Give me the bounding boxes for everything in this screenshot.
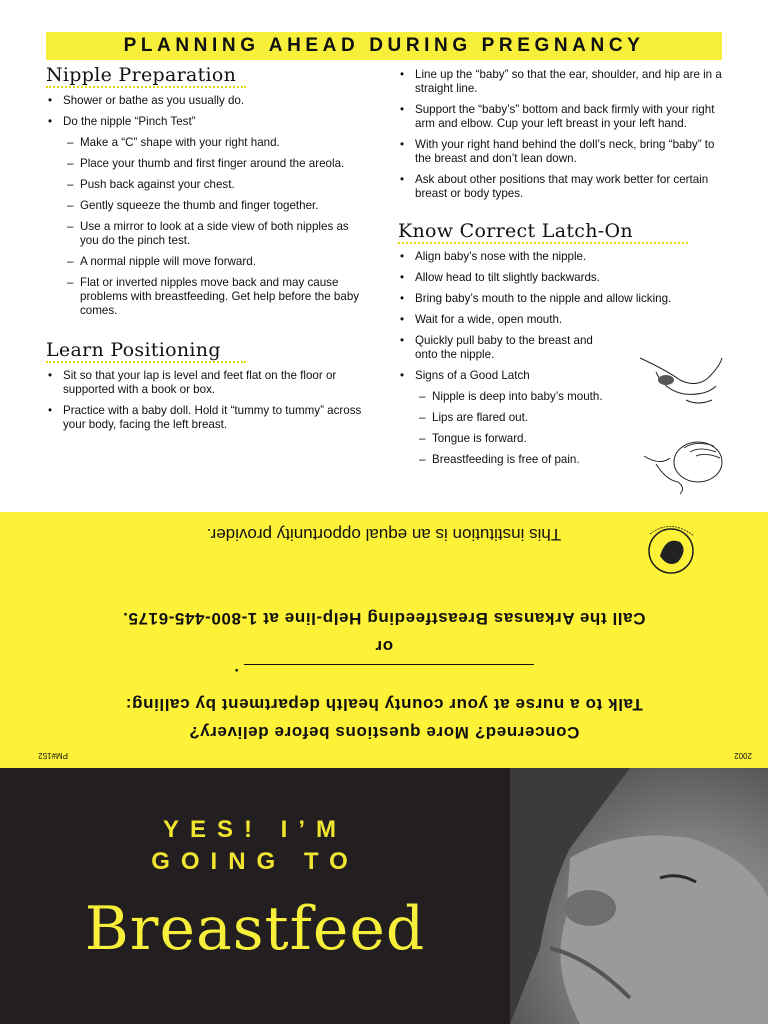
sub-item: – Lips are flared out. <box>398 411 728 425</box>
heading-underline <box>46 86 246 88</box>
learn-positioning-heading: Learn Positioning <box>46 339 221 361</box>
concerned-line: Concerned? More questions before delivery? <box>188 723 580 742</box>
bullet-item: • Support the “baby’s” bottom and back firmly with your right arm and elbow. Cup your left breast in your left hand. <box>398 103 728 131</box>
sub-item: – Make a “C” shape with your right hand. <box>46 136 364 150</box>
title-banner <box>46 32 722 60</box>
sub-item: – A normal nipple will move forward. <box>46 255 364 269</box>
latch-illustration-2 <box>636 436 728 500</box>
page-title: PLANNING AHEAD DURING PREGNANCY <box>123 35 645 56</box>
latch-on-heading: Know Correct Latch-On <box>398 220 633 242</box>
nipple-preparation-list <box>46 94 364 318</box>
positioning-list <box>46 369 364 432</box>
photo-shapes <box>510 768 768 1024</box>
bullet-item: • Sit so that your lap is level and feet flat on the floor or supported with a book or box. <box>46 369 364 397</box>
bullet-item: • Practice with a baby doll. Hold it “tummy to tummy” across your body, facing the left breast. <box>46 404 364 432</box>
slogan-line-2: GOING TO <box>151 848 359 875</box>
bullet-item: • Line up the “baby” so that the ear, shoulder, and hip are in a straight line. <box>398 68 728 96</box>
publication-code: PM#152 <box>38 751 68 760</box>
bullet-item: • Allow head to tilt slightly backwards. <box>398 271 728 285</box>
contact-panel <box>0 512 768 768</box>
sub-item: – Nipple is deep into baby’s mouth. <box>398 390 728 404</box>
arkansas-wic-seal <box>636 516 706 586</box>
nipple-preparation-heading: Nipple Preparation <box>46 64 237 86</box>
sub-item: – Gently squeeze the thumb and finger together. <box>46 199 364 213</box>
sub-item: – Tongue is forward. <box>398 432 728 446</box>
bullet-item: • Do the nipple “Pinch Test” <box>46 115 364 129</box>
helpline-line: Call the Arkansas Breastfeeding Help-line at 1-800-445-6175. <box>122 609 646 628</box>
bullet-item: • With your right hand behind the doll’s neck, bring “baby” to the breast and don’t lean down. <box>398 138 728 166</box>
or-text: or <box>374 637 394 656</box>
heading-underline <box>46 361 246 363</box>
sub-item: – Place your thumb and first finger around the areola. <box>46 157 364 171</box>
sub-item: – Use a mirror to look at a side view of both nipples as you do the pinch test. <box>46 220 364 248</box>
latch-illustration-1 <box>636 350 728 410</box>
bullet-item: • Signs of a Good Latch <box>398 369 728 383</box>
bullet-item: • Ask about other positions that may work better for certain breast or body types. <box>398 173 728 201</box>
nursing-baby-photo <box>510 768 768 1024</box>
bullet-item: • Bring baby’s mouth to the nipple and allow licking. <box>398 292 728 306</box>
bullet-item: • Wait for a wide, open mouth. <box>398 313 728 327</box>
equal-opportunity-text: This institution is an equal opportunity provider. <box>206 525 562 544</box>
sub-item: – Flat or inverted nipples move back and may cause problems with breastfeeding. Get help before the baby comes. <box>46 276 364 318</box>
breastfeed-word: Breastfeed <box>84 894 426 964</box>
left-column <box>46 64 364 439</box>
nurse-line: Talk to a nurse at your county health department by calling: <box>125 695 643 714</box>
bullet-item: • Quickly pull baby to the breast and onto the nipple. <box>398 334 728 362</box>
slogan-line-1: YES! I’M <box>162 816 347 843</box>
positioning-continued-list <box>398 68 728 201</box>
write-in-line: . <box>0 664 768 684</box>
bullet-item: • Align baby’s nose with the nipple. <box>398 250 728 264</box>
heading-underline <box>398 242 688 244</box>
sub-item: – Push back against your chest. <box>46 178 364 192</box>
year-text: 2002 <box>734 751 752 760</box>
cover-panel <box>0 768 510 1024</box>
bullet-item: • Shower or bathe as you usually do. <box>46 94 364 108</box>
right-column <box>398 68 728 474</box>
sub-item: – Breastfeeding is free of pain. <box>398 453 728 467</box>
